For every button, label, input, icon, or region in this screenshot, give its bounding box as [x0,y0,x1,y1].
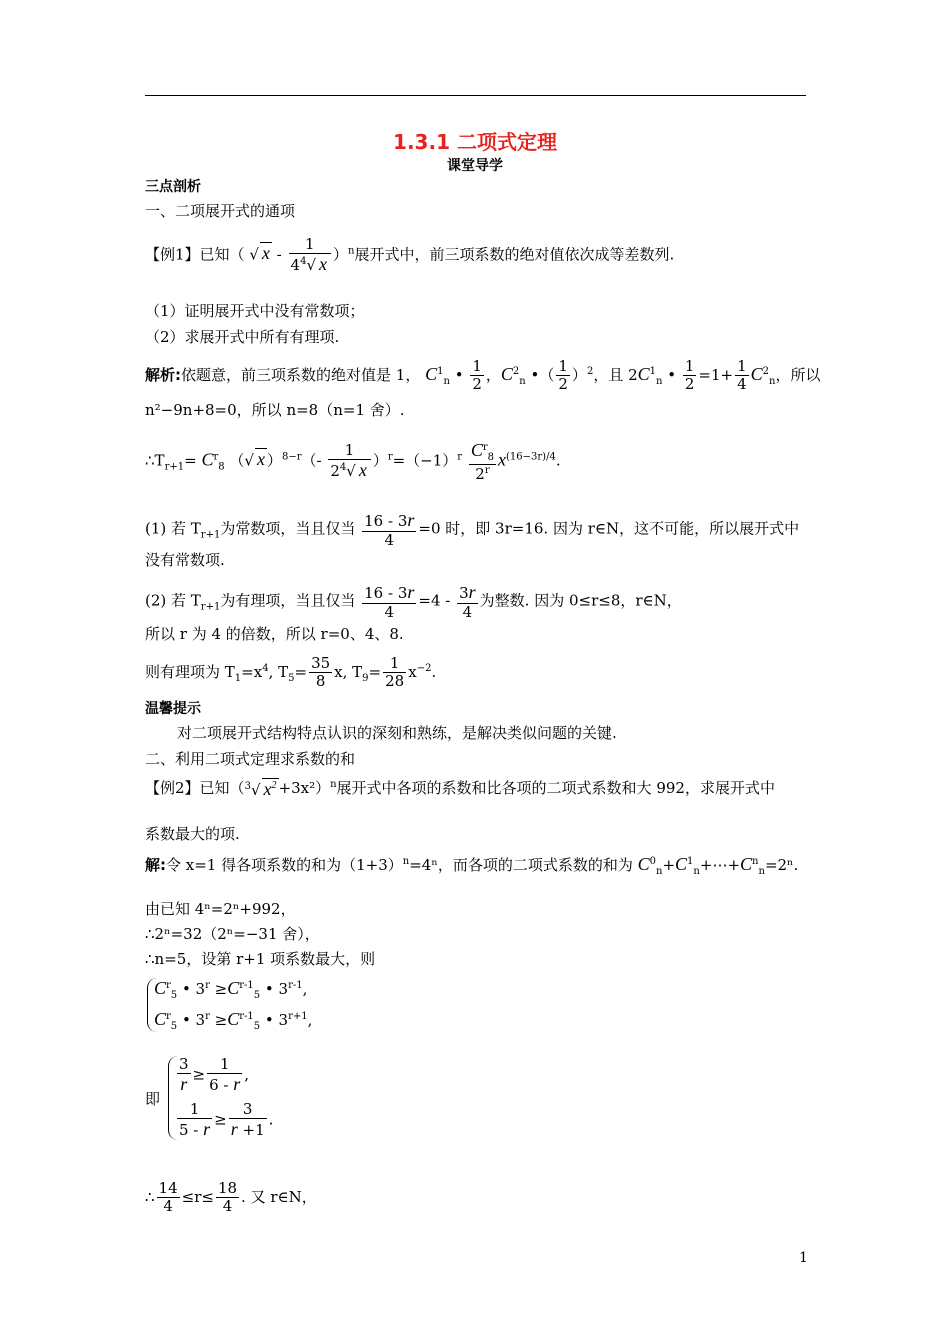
solution1-part2-end: 所以 r 为 4 的倍数，所以 r=0、4、8. [145,625,404,643]
solution1-rational-terms: 则有理项为 $T_1=x^4$, $T_5=$ $\frac{35}{8}$ x, $T_9=$ $\frac{1}{28}$ $x^{-2}$. [145,654,437,691]
inequality-system-2: $\frac{3}{r}$ ≥ $\frac{1}{6 - r}$ , $\frac{1}{5 - r}$ ≥ $\frac{3}{r +1}$ . [168,1056,273,1140]
solution1-line1: 解析:依题意，前三项系数的绝对值是 1， $C^1_n$ • $\frac{1}{2}$ ，$C^2_n$ •（ $\frac{1}{2}$ ）$^2$，且 $2C^1_n$ • $\frac{1}{2}$ =1+ $\frac{1}{4}$ $C^2_n$，所以 [145,357,821,394]
solution1-part2: (2) 若 $T_{r+1}$为有理项，当且仅当 $\frac{16 - 3r}{4}$ =4 - $\frac{3r}{4}$ 为整数. 因为 0≤r≤8，r∈N， [145,582,682,621]
solution2-line1: 解:令 x=1 得各项系数的和为$(1+3)^n=4^n$，而各项的二项式系数的和为 $C^0_n+C^1_n+\cdots+C^n_n=2^n$. [145,854,799,877]
solution2-conclusion: ∴ $\frac{14}{4}$ ≤r≤ $\frac{18}{4}$ . 又 r∈N， [145,1179,317,1216]
solution2-ji: 即 [145,1090,161,1108]
example1-statement: 【例1】已知（ √ x - $\frac{1}{4^4√ x}$ ）$^n$展开式中，前三项系数的绝对值依次成等差数列. [145,235,675,275]
solution1-part1-end: 没有常数项. [145,551,225,569]
example2-statement-end: 系数最大的项. [145,825,240,843]
section1-heading: 一、二项展开式的通项 [145,202,296,220]
tip-text: 对二项展开式结构特点认识的深刻和熟练，是解决类似问题的关键. [177,724,617,742]
inequality-system-1: $C^r_5$ • $3^r \ge C^{r-1}_5$ • 3$^{r-1}$, $C^r_5$ • $3^r \ge C^{r-1}_5$ • $3^{r+1}$, [147,978,312,1032]
page-title: 1.3.1 二项式定理 [393,130,557,154]
tip-label: 温馨提示 [145,701,201,717]
header-rule [145,95,806,96]
solution2-line3: ∴2ⁿ=32（2ⁿ=−31 舍）， [145,925,320,943]
example1-expression: √ x - $\frac{1}{4^4√ x}$ [249,236,333,275]
example1-q2: （2）求展开式中所有有理项. [145,328,340,346]
solution2-line4: ∴n=5，设第 r+1 项系数最大，则 [145,950,376,968]
page-number: 1 [799,1250,808,1266]
example2-statement: 【例2】已知（$^3$√ $x^2 +3x^2)^n$展开式中各项的系数和比各项的二项式系数和大 992，求展开式中 [145,779,775,799]
solution1-line2: n²−9n+8=0，所以 n=8（n=1 舍）. [145,401,405,419]
solution2-line2: 由已知 4ⁿ=2ⁿ+992， [145,900,296,918]
section-label: 三点剖析 [145,179,201,195]
solution1-general-term: $\therefore T_{r+1}= C^r_8$ （√ x ）$^{8-r}$（- $\frac{1}{2^4√ x}$ ）$^r=(-1)^r$ $\frac{C^r_8}{2^r}$ $x^{(16-3r)/4}$. [145,440,561,483]
page-subtitle: 课堂导学 [447,158,503,174]
section2-heading: 二、利用二项式定理求系数的和 [145,750,356,768]
solution1-part1: (1) 若 $T_{r+1}$为常数项，当且仅当 $\frac{16 - 3r}{4}$ =0 时，即 3r=16. 因为 r∈N，这不可能，所以展开式中 [145,510,800,549]
example1-label: 【例1】 [145,245,200,264]
example1-q1: （1）证明展开式中没有常数项； [145,302,365,320]
